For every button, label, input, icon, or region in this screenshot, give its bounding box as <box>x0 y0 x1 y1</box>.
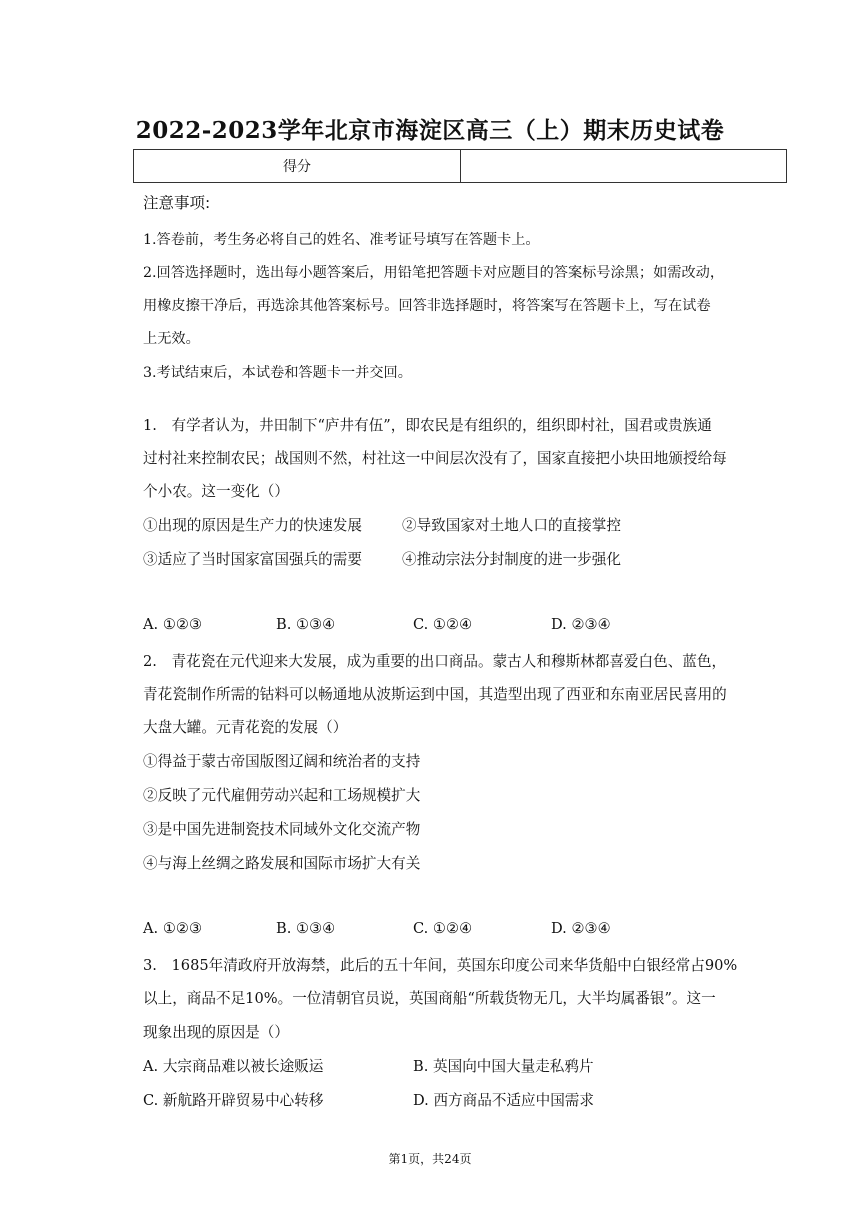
notice-line: 3.考试结束后，本试卷和答题卡一并交回。 <box>143 365 412 381</box>
question-2-statement: ③是中国先进制瓷技术同域外文化交流产物 <box>143 821 421 838</box>
question-2-option-d: D. ②③④ <box>551 920 611 937</box>
question-1-option-d: D. ②③④ <box>551 616 611 633</box>
question-1-statement: ②导致国家对土地人口的直接掌控 <box>402 517 621 534</box>
page-footer: 第1页，共24页 <box>388 1152 472 1166</box>
question-3-option-c: C. 新航路开辟贸易中心转移 <box>143 1092 324 1109</box>
question-2-statement: ④与海上丝绸之路发展和国际市场扩大有关 <box>143 855 421 872</box>
question-3-line: 现象出现的原因是（） <box>143 1024 289 1041</box>
question-2-line: 大盘大罐。元青花瓷的发展（） <box>143 719 348 736</box>
question-3-line: 以上，商品不足10%。一位清朝官员说，英国商船“所载货物无几，大半均属番银”。这一 <box>143 990 716 1007</box>
question-2-statement: ①得益于蒙古帝国版图辽阔和统治者的支持 <box>143 753 421 770</box>
question-1-option-c: C. ①②④ <box>413 616 473 633</box>
question-1-line: 个小农。这一变化（） <box>143 483 289 500</box>
notice-line: 1.答卷前，考生务必将自己的姓名、准考证号填写在答题卡上。 <box>143 232 540 248</box>
score-value <box>461 150 786 182</box>
question-1-option-b: B. ①③④ <box>276 616 336 633</box>
question-1-statement: ①出现的原因是生产力的快速发展 <box>143 517 362 534</box>
question-3-option-b: B. 英国向中国大量走私鸦片 <box>413 1058 594 1075</box>
score-table <box>133 149 787 183</box>
question-1-option-a: A. ①②③ <box>143 616 203 633</box>
question-1-line: 过村社来控制农民；战国则不然，村社这一中间层次没有了，国家直接把小块田地颁授给每 <box>143 450 727 467</box>
notice-heading: 注意事项: <box>143 194 211 212</box>
question-3-option-d: D. 西方商品不适应中国需求 <box>413 1092 594 1109</box>
notice-line: 用橡皮擦干净后，再选涂其他答案标号。回答非选择题时，将答案写在答题卡上，写在试卷 <box>143 298 711 314</box>
question-2-option-c: C. ①②④ <box>413 920 473 937</box>
notice-line: 上无效。 <box>143 331 200 347</box>
notice-line: 2.回答选择题时，选出每小题答案后，用铅笔把答题卡对应题目的答案标号涂黑；如需改动， <box>143 265 725 281</box>
question-3-line: 3. 1685年清政府开放海禁，此后的五十年间，英国东印度公司来华货船中白银经常占90% <box>143 957 738 974</box>
question-3-option-a: A. 大宗商品难以被长途贩运 <box>143 1058 324 1075</box>
question-2-option-a: A. ①②③ <box>143 920 203 937</box>
score-label: 得分 <box>134 150 461 182</box>
question-2-line: 2. 青花瓷在元代迎来大发展，成为重要的出口商品。蒙古人和穆斯林都喜爱白色、蓝色， <box>143 653 727 670</box>
question-1-statement: ④推动宗法分封制度的进一步强化 <box>402 551 621 568</box>
question-2-option-b: B. ①③④ <box>276 920 336 937</box>
page-title: 2022-2023学年北京市海淀区高三（上）期末历史试卷 <box>135 117 725 144</box>
question-1-statement: ③适应了当时国家富国强兵的需要 <box>143 551 362 568</box>
question-2-statement: ②反映了元代雇佣劳动兴起和工场规模扩大 <box>143 787 421 804</box>
question-2-line: 青花瓷制作所需的钴料可以畅通地从波斯运到中国，其造型出现了西亚和东南亚居民喜用的 <box>143 686 727 703</box>
question-1-line: 1. 有学者认为，井田制下“庐井有伍”，即农民是有组织的，组织即村社，国君或贵族通 <box>143 417 712 434</box>
